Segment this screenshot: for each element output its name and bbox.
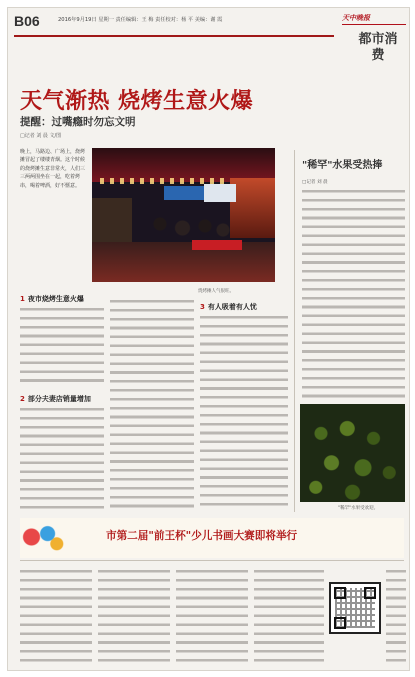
logo-underline	[342, 24, 406, 25]
main-headline: 天气渐热 烧烤生意火爆	[20, 89, 254, 114]
side-byline: □记者 刘 晨	[302, 180, 328, 185]
column-divider	[294, 150, 295, 512]
header-rule	[14, 35, 334, 37]
fruit-photo-caption: "稀罕"水果受欢迎。	[338, 506, 379, 511]
body-text-block	[176, 568, 248, 666]
section-number: 3	[200, 303, 205, 311]
side-headline: "稀罕"水果受热捧	[302, 160, 383, 171]
bbq-night-market-photo	[92, 148, 275, 282]
body-text-block	[20, 568, 92, 666]
page-number: B06	[14, 13, 40, 29]
section-title: 都市消费	[358, 32, 398, 63]
photo-caption: 烧烤摊人气很旺。	[198, 289, 234, 294]
body-text-block	[200, 314, 288, 510]
photo-sign-blue	[164, 186, 204, 200]
banner-headline: 市第二届"前王杯"少儿书画大赛即将举行	[106, 530, 298, 542]
photo-canopy	[92, 148, 275, 182]
body-text-block	[98, 568, 170, 666]
section-title-text: 夜市烧烤生意火爆	[27, 295, 84, 303]
body-text-block	[20, 306, 104, 388]
newspaper-page	[7, 7, 410, 671]
body-text-block	[386, 568, 406, 666]
newspaper-logo: 天中晚报	[342, 14, 370, 22]
section-heading-3	[200, 302, 257, 312]
dateline: 2016年9月19日 星期一 责任编辑：王 梅 责任校对：杨 平 美编：谢 霞	[58, 17, 223, 23]
main-subheadline: 提醒：过嘴瘾时勿忘文明	[20, 116, 136, 128]
body-text-block	[20, 406, 104, 510]
section-heading-2	[20, 394, 91, 404]
fruit-photo	[300, 404, 405, 502]
photo-floor	[92, 242, 275, 282]
intro-paragraph: 晚上，马路边、广场上，烧烤摊冒起了缕缕青烟。这个时候的烧烤摊生意非常火，人们三三两两围坐在一起，吃着烤串，喝着啤酒，好不惬意。	[20, 149, 86, 189]
section-title-text: 部分夫妻店销量增加	[27, 395, 91, 403]
photo-table	[192, 240, 242, 250]
section-heading-1	[20, 294, 84, 304]
photo-stall-right	[230, 178, 275, 238]
body-text-block	[110, 298, 194, 510]
intro-paragraph-box	[20, 148, 86, 282]
banner-decoration	[20, 520, 66, 554]
section-title-text: 有人吸着有人忧	[207, 303, 257, 311]
main-byline: □记者 刘 晨 文/图	[20, 133, 62, 139]
qr-code-icon	[329, 582, 381, 634]
banner-rule	[20, 560, 404, 561]
photo-sign-white	[204, 184, 236, 202]
section-number: 1	[20, 295, 25, 303]
body-text-block	[254, 568, 324, 666]
photo-stall-left	[92, 198, 132, 248]
body-text-block	[302, 188, 405, 400]
section-number: 2	[20, 395, 25, 403]
